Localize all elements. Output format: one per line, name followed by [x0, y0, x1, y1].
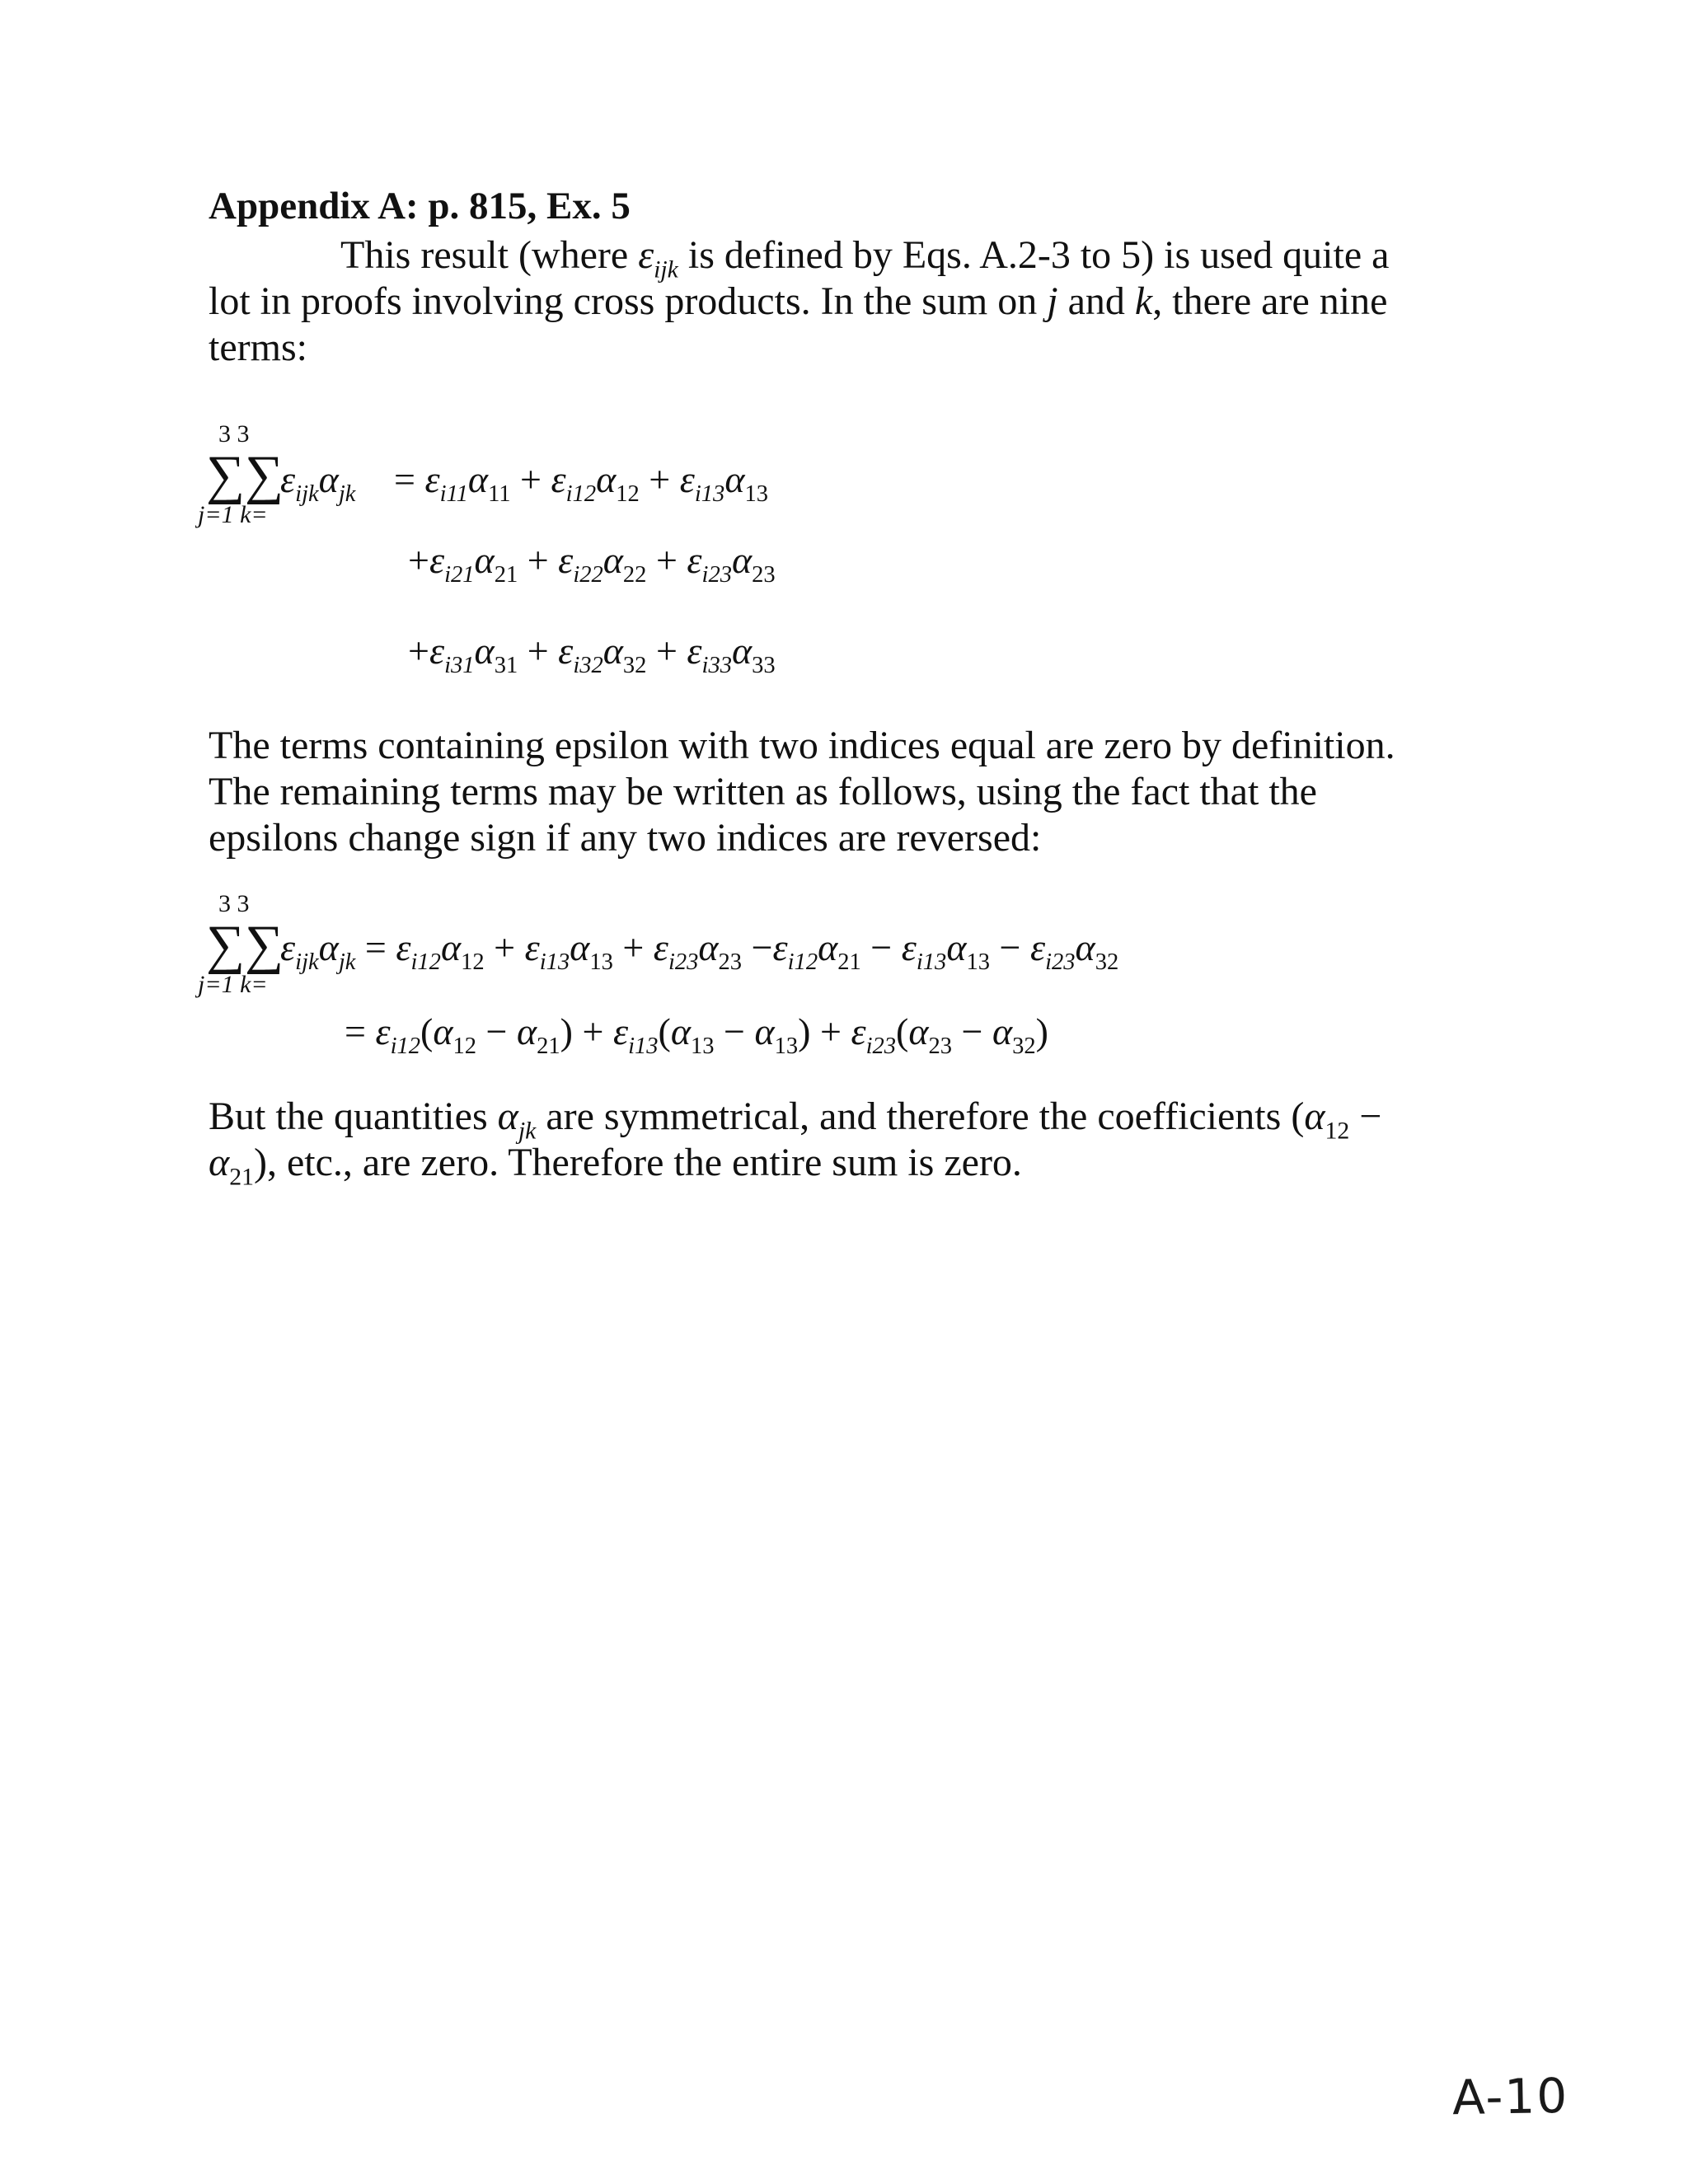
- math-subscript: 12: [1325, 1117, 1350, 1145]
- math-subscript: 13: [589, 949, 613, 975]
- math-subscript: i22: [573, 561, 603, 588]
- math-subscript: 12: [461, 949, 485, 975]
- section-heading: Appendix A: p. 815, Ex. 5: [209, 185, 631, 227]
- math-symbol: + ε: [520, 458, 566, 500]
- math-symbol: α: [596, 458, 617, 500]
- sum-sign: ∑∑: [206, 915, 284, 975]
- math-symbol: α: [731, 539, 753, 581]
- math-symbol: ε: [424, 458, 440, 500]
- math-subscript: 32: [1012, 1033, 1036, 1059]
- math-subscript: 23: [928, 1033, 953, 1059]
- math-subscript: i23: [701, 561, 732, 588]
- math-subscript: 21: [229, 1163, 254, 1191]
- math-symbol: α: [818, 926, 838, 968]
- math-symbol: α: [318, 926, 339, 968]
- math-symbol: − α: [961, 1010, 1013, 1052]
- math-subscript: 13: [774, 1033, 799, 1059]
- math-symbol: ) + ε: [560, 1010, 629, 1052]
- math-symbol: ε: [280, 926, 296, 968]
- math-subscript: i23: [668, 949, 699, 975]
- sum-lower-limits: j=1 k=: [198, 501, 268, 528]
- math-symbol: = ε: [345, 1010, 391, 1052]
- equation-line-1: [280, 923, 1119, 975]
- math-symbol: α: [731, 630, 753, 672]
- math-symbol: −ε: [751, 926, 788, 968]
- math-symbol: − α: [209, 1094, 1382, 1184]
- math-subscript: 33: [752, 652, 776, 678]
- math-symbol: α: [570, 926, 590, 968]
- math-subscript: 13: [744, 480, 768, 507]
- math-symbol: α: [440, 926, 462, 968]
- math-symbol: ): [253, 1141, 267, 1184]
- math-subscript: 11: [488, 480, 511, 507]
- math-subscript: jk: [338, 949, 356, 975]
- math-subscript: 32: [1095, 949, 1119, 975]
- sum-upper-limits: 3 3: [218, 420, 250, 448]
- math-symbol: + ε: [622, 926, 668, 968]
- math-subscript: i31: [444, 652, 475, 678]
- math-subscript: i13: [694, 480, 725, 507]
- math-subscript: 12: [452, 1033, 477, 1059]
- math-subscript: i23: [1045, 949, 1076, 975]
- math-symbol: α: [724, 458, 745, 500]
- math-symbol: (α: [1291, 1094, 1325, 1138]
- math-symbol: (α: [420, 1010, 453, 1052]
- math-subscript: i11: [439, 480, 468, 507]
- math-subscript: 13: [691, 1033, 715, 1059]
- math-subscript: i13: [628, 1033, 659, 1059]
- math-subscript: ijk: [295, 949, 319, 975]
- math-subscript: i21: [444, 561, 475, 588]
- math-symbol: +ε: [408, 539, 445, 581]
- equation-line-2: [345, 1007, 1048, 1057]
- math-subscript: 12: [616, 480, 640, 507]
- math-subscript: 21: [494, 561, 518, 588]
- math-symbol: − ε: [999, 926, 1046, 968]
- page-number: A-10: [1451, 2067, 1569, 2126]
- equation-lhs: $\varepsilon_{ijk}\alpha_{jk}$: [280, 458, 356, 507]
- math-subscript: 31: [494, 652, 518, 678]
- math-subscript: i32: [573, 652, 603, 678]
- math-symbol: + ε: [527, 539, 574, 581]
- math-symbol: α: [698, 926, 719, 968]
- math-subscript: i33: [701, 652, 732, 678]
- math-subscript: i12: [390, 1033, 421, 1059]
- sum-upper-limits: 3 3: [218, 890, 250, 917]
- math-symbol: α: [1075, 926, 1095, 968]
- math-subscript: 21: [837, 949, 861, 975]
- math-subscript: 23: [718, 949, 743, 975]
- math-subscript: i23: [865, 1033, 897, 1059]
- sum-lower-limits: j=1 k=: [198, 971, 268, 998]
- math-symbol: + ε: [494, 926, 540, 968]
- math-symbol: + ε: [527, 630, 574, 672]
- math-subscript: i12: [410, 949, 441, 975]
- math-subscript: i12: [565, 480, 597, 507]
- math-subscript: 22: [622, 561, 647, 588]
- math-symbol: ): [1035, 1010, 1048, 1052]
- math-symbol: + ε: [655, 539, 702, 581]
- math-subscript: i13: [916, 949, 947, 975]
- math-subscript: i12: [787, 949, 818, 975]
- math-symbol: ) + ε: [798, 1010, 866, 1052]
- equation-line-3: [408, 626, 776, 676]
- math-subscript: 32: [622, 652, 647, 678]
- math-symbol: = ε: [364, 926, 411, 968]
- math-symbol: − ε: [870, 926, 917, 968]
- math-subscript: 13: [966, 949, 990, 975]
- math-subscript: i13: [539, 949, 570, 975]
- math-subscript: 23: [752, 561, 776, 588]
- math-symbol: − α: [724, 1010, 775, 1052]
- math-symbol: − α: [485, 1010, 537, 1052]
- math-subscript: 21: [537, 1033, 560, 1059]
- paragraph-intro: This result (where $\varepsilon_{ijk}$ is defined by Eqs. A.2-3 to 5) is used quite a lot in proofs involving cross products. In the sum on j and k, there are nine terms:: [209, 233, 1390, 369]
- math-symbol: α: [474, 539, 495, 581]
- math-symbol: +ε: [408, 630, 445, 672]
- math-symbol: α: [467, 458, 489, 500]
- math-symbol: α: [946, 926, 967, 968]
- math-symbol: (α: [896, 1010, 929, 1052]
- sum-sign: ∑∑: [206, 445, 284, 505]
- math-symbol: α: [474, 630, 495, 672]
- paragraph-conclusion: But the quantities $\alpha_{jk}$ are symmetrical, and therefore the coefficients $(\alpha_{12} - \alpha_{21})$, etc., are zero. Therefore the entire sum is zero.: [209, 1094, 1382, 1191]
- math-symbol: (α: [658, 1010, 692, 1052]
- math-symbol: α: [603, 539, 623, 581]
- equation-line-2: [408, 536, 776, 588]
- math-symbol: + ε: [649, 458, 695, 500]
- equation-line-1: = $\varepsilon_{i11}\alpha_{11} + \varepsilon_{i12}\alpha_{12} + \varepsilon_{i13}\alpha_{13}$: [394, 458, 768, 507]
- math-symbol: α: [603, 630, 623, 672]
- paragraph-explanation: The terms containing epsilon with two indices equal are zero by definition. The remaining terms may be written as follows, using the fact that the epsilons change sign if any two indices are reversed:: [209, 724, 1395, 860]
- math-symbol: + ε: [655, 630, 702, 672]
